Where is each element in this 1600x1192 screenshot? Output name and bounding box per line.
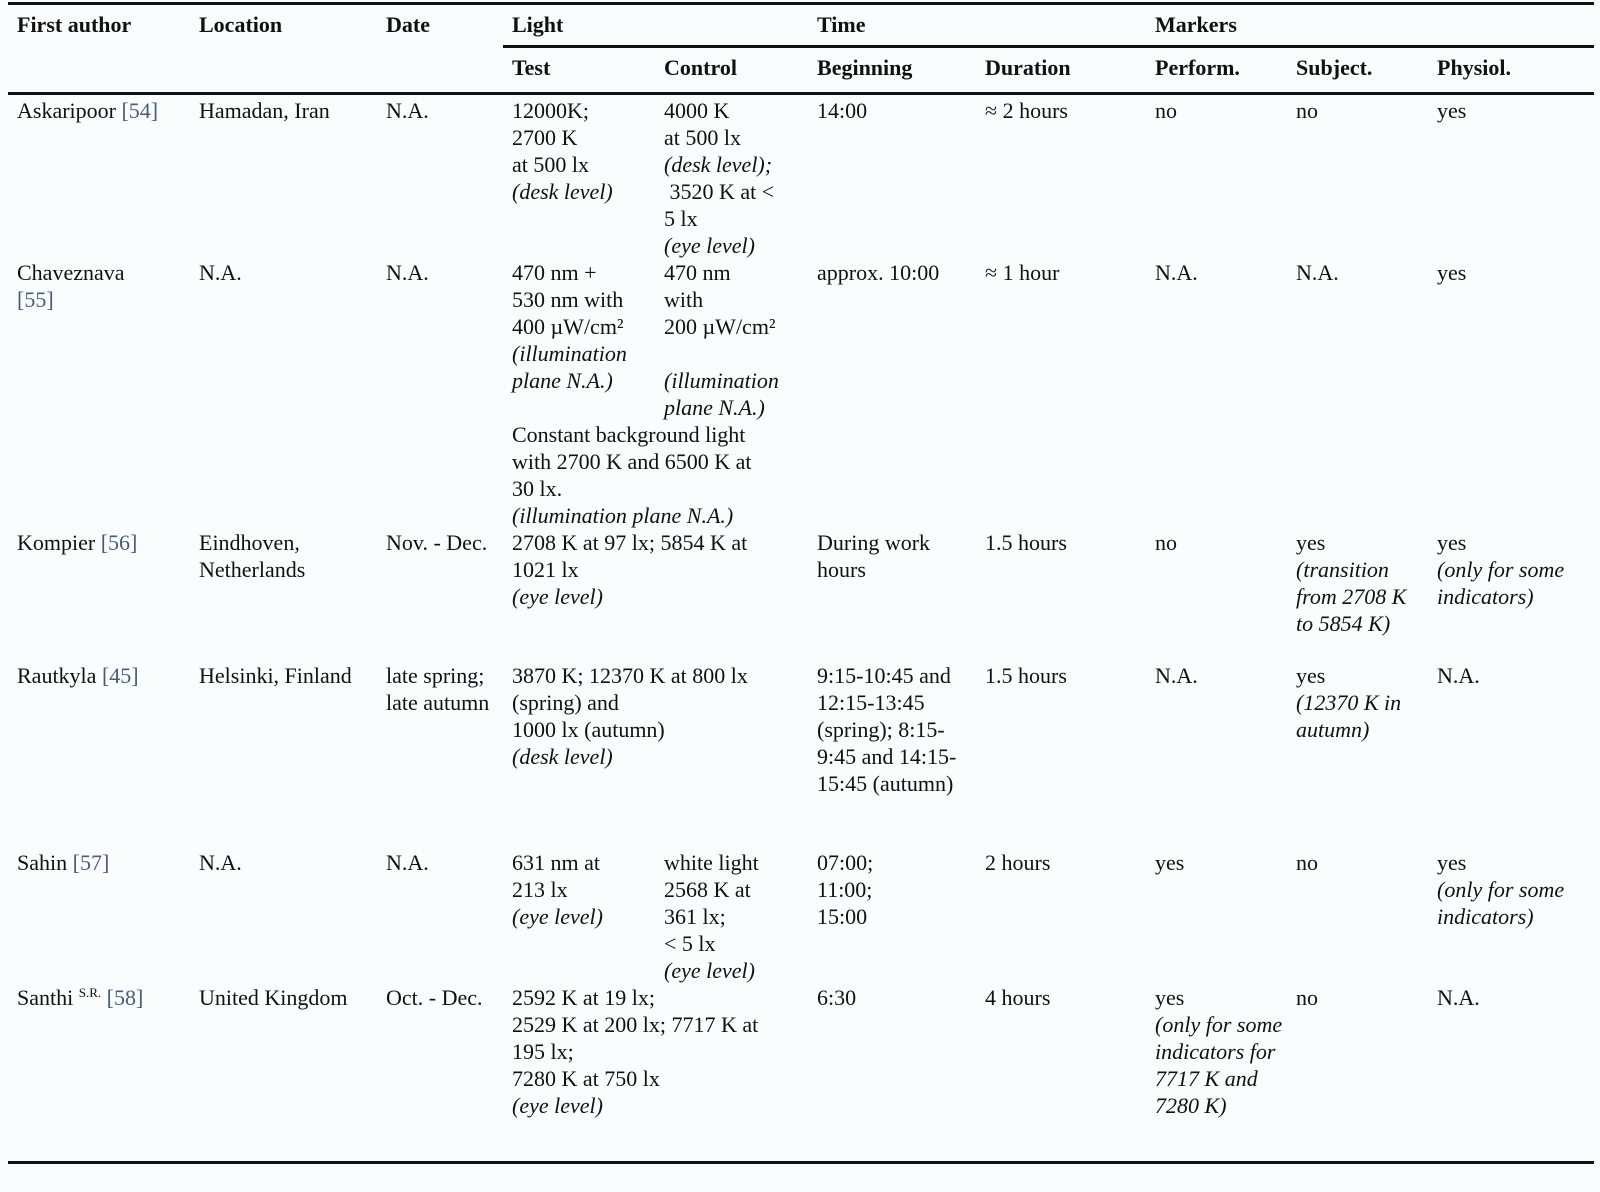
header-location: Location: [190, 4, 377, 47]
perform-cell: N.A.: [1155, 260, 1198, 285]
subject-value: yes: [1296, 530, 1326, 555]
physiol-cell: yes: [1437, 260, 1467, 285]
control-line: 4000 K: [664, 98, 730, 123]
test-line: 530 nm with: [512, 287, 624, 312]
beginning-cell: 6:30: [808, 984, 976, 1162]
light-line: with 2700 K and 6500 K at: [512, 449, 752, 474]
table-row: [8, 259, 1594, 421]
control-note: (desk level);: [664, 152, 773, 177]
author-cell: [8, 94, 190, 260]
subject-note: (transition from 2708 K to 5854 K): [1296, 557, 1407, 636]
physiol-cell: [1428, 849, 1594, 984]
header-time: Time: [808, 4, 1146, 47]
duration-cell: 1.5 hours: [985, 530, 1067, 555]
light-line: 2592 K at 19 lx;: [512, 985, 655, 1010]
physiol-cell: N.A.: [1428, 984, 1594, 1162]
test-cell: [503, 94, 655, 260]
subject-value: yes: [1296, 663, 1326, 688]
perform-cell: yes: [1155, 850, 1185, 875]
header-control: Control: [655, 47, 808, 94]
light-line: 2708 K at 97 lx; 5854 K at: [512, 530, 748, 555]
location-cell: United Kingdom: [190, 984, 377, 1162]
location-cell: Helsinki, Finland: [199, 663, 352, 688]
light-line: Constant background light: [512, 422, 746, 447]
date-cell: Oct. - Dec.: [377, 984, 503, 1162]
control-line: < 5 lx: [664, 931, 716, 956]
test-cell: [503, 849, 655, 984]
control-line: 470 nm: [664, 260, 731, 285]
header-subject: Subject.: [1287, 47, 1428, 94]
beginning-cell: During work hours: [817, 530, 931, 582]
test-line: 12000K;: [512, 98, 589, 123]
duration-cell: 2 hours: [985, 850, 1051, 875]
author-superscript: S.R.: [78, 985, 102, 1000]
author-cell: [8, 984, 190, 1162]
light-line: 1000 lx (autumn): [512, 717, 665, 742]
control-line: 361 lx;: [664, 904, 726, 929]
reference-link[interactable]: [54]: [121, 98, 159, 123]
author-cell: [8, 259, 190, 529]
physiol-note: (only for some indicators): [1437, 557, 1565, 609]
date-cell: N.A.: [386, 98, 429, 123]
study-table: [8, 2, 1594, 1164]
subject-cell: no: [1287, 984, 1428, 1162]
test-note: (eye level): [512, 904, 603, 929]
test-line: 470 nm +: [512, 260, 597, 285]
header-physiol: Physiol.: [1428, 47, 1594, 94]
light-line: 7280 K at 750 lx: [512, 1066, 660, 1091]
control-line: 2568 K at: [664, 877, 751, 902]
header-first-author: First author: [8, 4, 190, 47]
date-cell: late spring; late autumn: [386, 663, 490, 715]
table-row: [8, 662, 1594, 849]
reference-link[interactable]: [55]: [17, 287, 54, 312]
control-cell: [655, 94, 808, 260]
author-name: Kompier: [17, 530, 96, 555]
reference-link[interactable]: [56]: [100, 530, 138, 555]
author-cell: [8, 849, 190, 984]
author-name: Askaripoor: [17, 98, 116, 123]
duration-cell: 4 hours: [976, 984, 1146, 1162]
header-test: Test: [503, 47, 655, 94]
physiol-value: yes: [1437, 850, 1467, 875]
light-cell: [503, 662, 808, 849]
test-cell: [503, 259, 655, 421]
subject-cell: N.A.: [1296, 260, 1339, 285]
location-cell: N.A.: [199, 850, 242, 875]
date-cell: N.A.: [386, 260, 429, 285]
date-cell: Nov. - Dec.: [386, 530, 488, 555]
light-cell: [503, 984, 808, 1162]
header-duration: Duration: [976, 47, 1146, 94]
light-line: (spring) and: [512, 690, 619, 715]
duration-cell: ≈ 2 hours: [985, 98, 1068, 123]
perform-cell: no: [1155, 98, 1178, 123]
light-note: (desk level): [512, 744, 613, 769]
table-row: [8, 849, 1594, 984]
beginning-line: 11:00;: [817, 877, 873, 902]
light-line: 2529 K at 200 lx; 7717 K at: [512, 1012, 759, 1037]
header-light: Light: [503, 4, 808, 47]
test-line: 400 µW/cm²: [512, 314, 624, 339]
light-cell: [503, 529, 808, 662]
test-line: at 500 lx: [512, 152, 589, 177]
reference-link[interactable]: [58]: [106, 985, 144, 1010]
background-light-cell: [503, 421, 808, 529]
header-blank: [377, 47, 503, 94]
beginning-cell: approx. 10:00: [817, 260, 940, 285]
subject-cell: [1287, 662, 1428, 849]
header-blank: [190, 47, 377, 94]
perform-note: (only for some indicators for 7717 K and 7280 K): [1155, 1012, 1283, 1118]
header-row-2: [8, 47, 1594, 94]
control-line: with: [664, 287, 704, 312]
table-row: [8, 984, 1594, 1162]
header-markers: Markers: [1146, 4, 1594, 47]
control-note: (eye level): [664, 958, 755, 983]
header-date: Date: [377, 4, 503, 47]
perform-cell: [1146, 984, 1287, 1162]
location-cell: N.A.: [199, 260, 242, 285]
subject-cell: no: [1296, 98, 1319, 123]
reference-link[interactable]: [57]: [72, 850, 110, 875]
duration-cell: 1.5 hours: [985, 663, 1067, 688]
reference-link[interactable]: [45]: [101, 663, 139, 688]
light-note: (eye level): [512, 584, 603, 609]
control-note: (eye level): [664, 233, 755, 258]
beginning-cell: 9:15-10:45 and 12:15-13:45 (spring); 8:15-9:45 and 14:15-15:45 (autumn): [817, 663, 957, 796]
light-note: (eye level): [512, 1093, 603, 1118]
author-name: Sahin: [17, 850, 68, 875]
physiol-cell: [1428, 529, 1594, 662]
perform-cell: N.A.: [1155, 663, 1198, 688]
control-note: (illumination plane N.A.): [664, 368, 779, 420]
control-line: at 500 lx: [664, 125, 741, 150]
beginning-line: 15:00: [817, 904, 868, 929]
subject-cell: no: [1296, 850, 1319, 875]
author-cell: [8, 662, 190, 849]
light-line: 30 lx.: [512, 476, 563, 501]
author-name: Chaveznava: [17, 260, 125, 285]
location-cell: Hamadan, Iran: [199, 98, 330, 123]
perform-value: yes: [1155, 985, 1185, 1010]
author-cell: [8, 529, 190, 662]
duration-cell: ≈ 1 hour: [985, 260, 1060, 285]
light-note: (illumination plane N.A.): [512, 503, 734, 528]
date-cell: N.A.: [386, 850, 429, 875]
header-blank: [8, 47, 190, 94]
light-line: 195 lx;: [512, 1039, 574, 1064]
test-note: (illumination plane N.A.): [512, 341, 627, 393]
beginning-line: 07:00;: [817, 850, 874, 875]
table-row: [8, 529, 1594, 662]
physiol-value: yes: [1437, 530, 1467, 555]
test-line: 631 nm at: [512, 850, 600, 875]
location-cell: Eindhoven, Netherlands: [199, 530, 306, 582]
physiol-cell: N.A.: [1437, 663, 1480, 688]
author-name: Santhi: [17, 985, 74, 1010]
control-line: white light: [664, 850, 759, 875]
control-line: 5 lx: [664, 206, 698, 231]
beginning-cell: [808, 849, 976, 984]
author-name: Rautkyla: [17, 663, 97, 688]
subject-cell: [1287, 529, 1428, 662]
physiol-cell: yes: [1437, 98, 1467, 123]
header-row-1: [8, 4, 1594, 47]
control-line: 3520 K at <: [664, 179, 775, 204]
perform-cell: no: [1155, 530, 1178, 555]
header-perform: Perform.: [1146, 47, 1287, 94]
light-line: 3870 K; 12370 K at 800 lx: [512, 663, 748, 688]
test-line: 213 lx: [512, 877, 568, 902]
test-line: 2700 K: [512, 125, 578, 150]
control-cell: [655, 849, 808, 984]
beginning-cell: 14:00: [817, 98, 868, 123]
subject-note: (12370 K in autumn): [1296, 690, 1402, 742]
test-note: (desk level): [512, 179, 613, 204]
control-line: 200 µW/cm²: [664, 314, 776, 339]
light-line: 1021 lx: [512, 557, 579, 582]
physiol-note: (only for some indicators): [1437, 877, 1565, 929]
table-row: [8, 94, 1594, 260]
header-beginning: Beginning: [808, 47, 976, 94]
control-cell: [655, 259, 808, 421]
